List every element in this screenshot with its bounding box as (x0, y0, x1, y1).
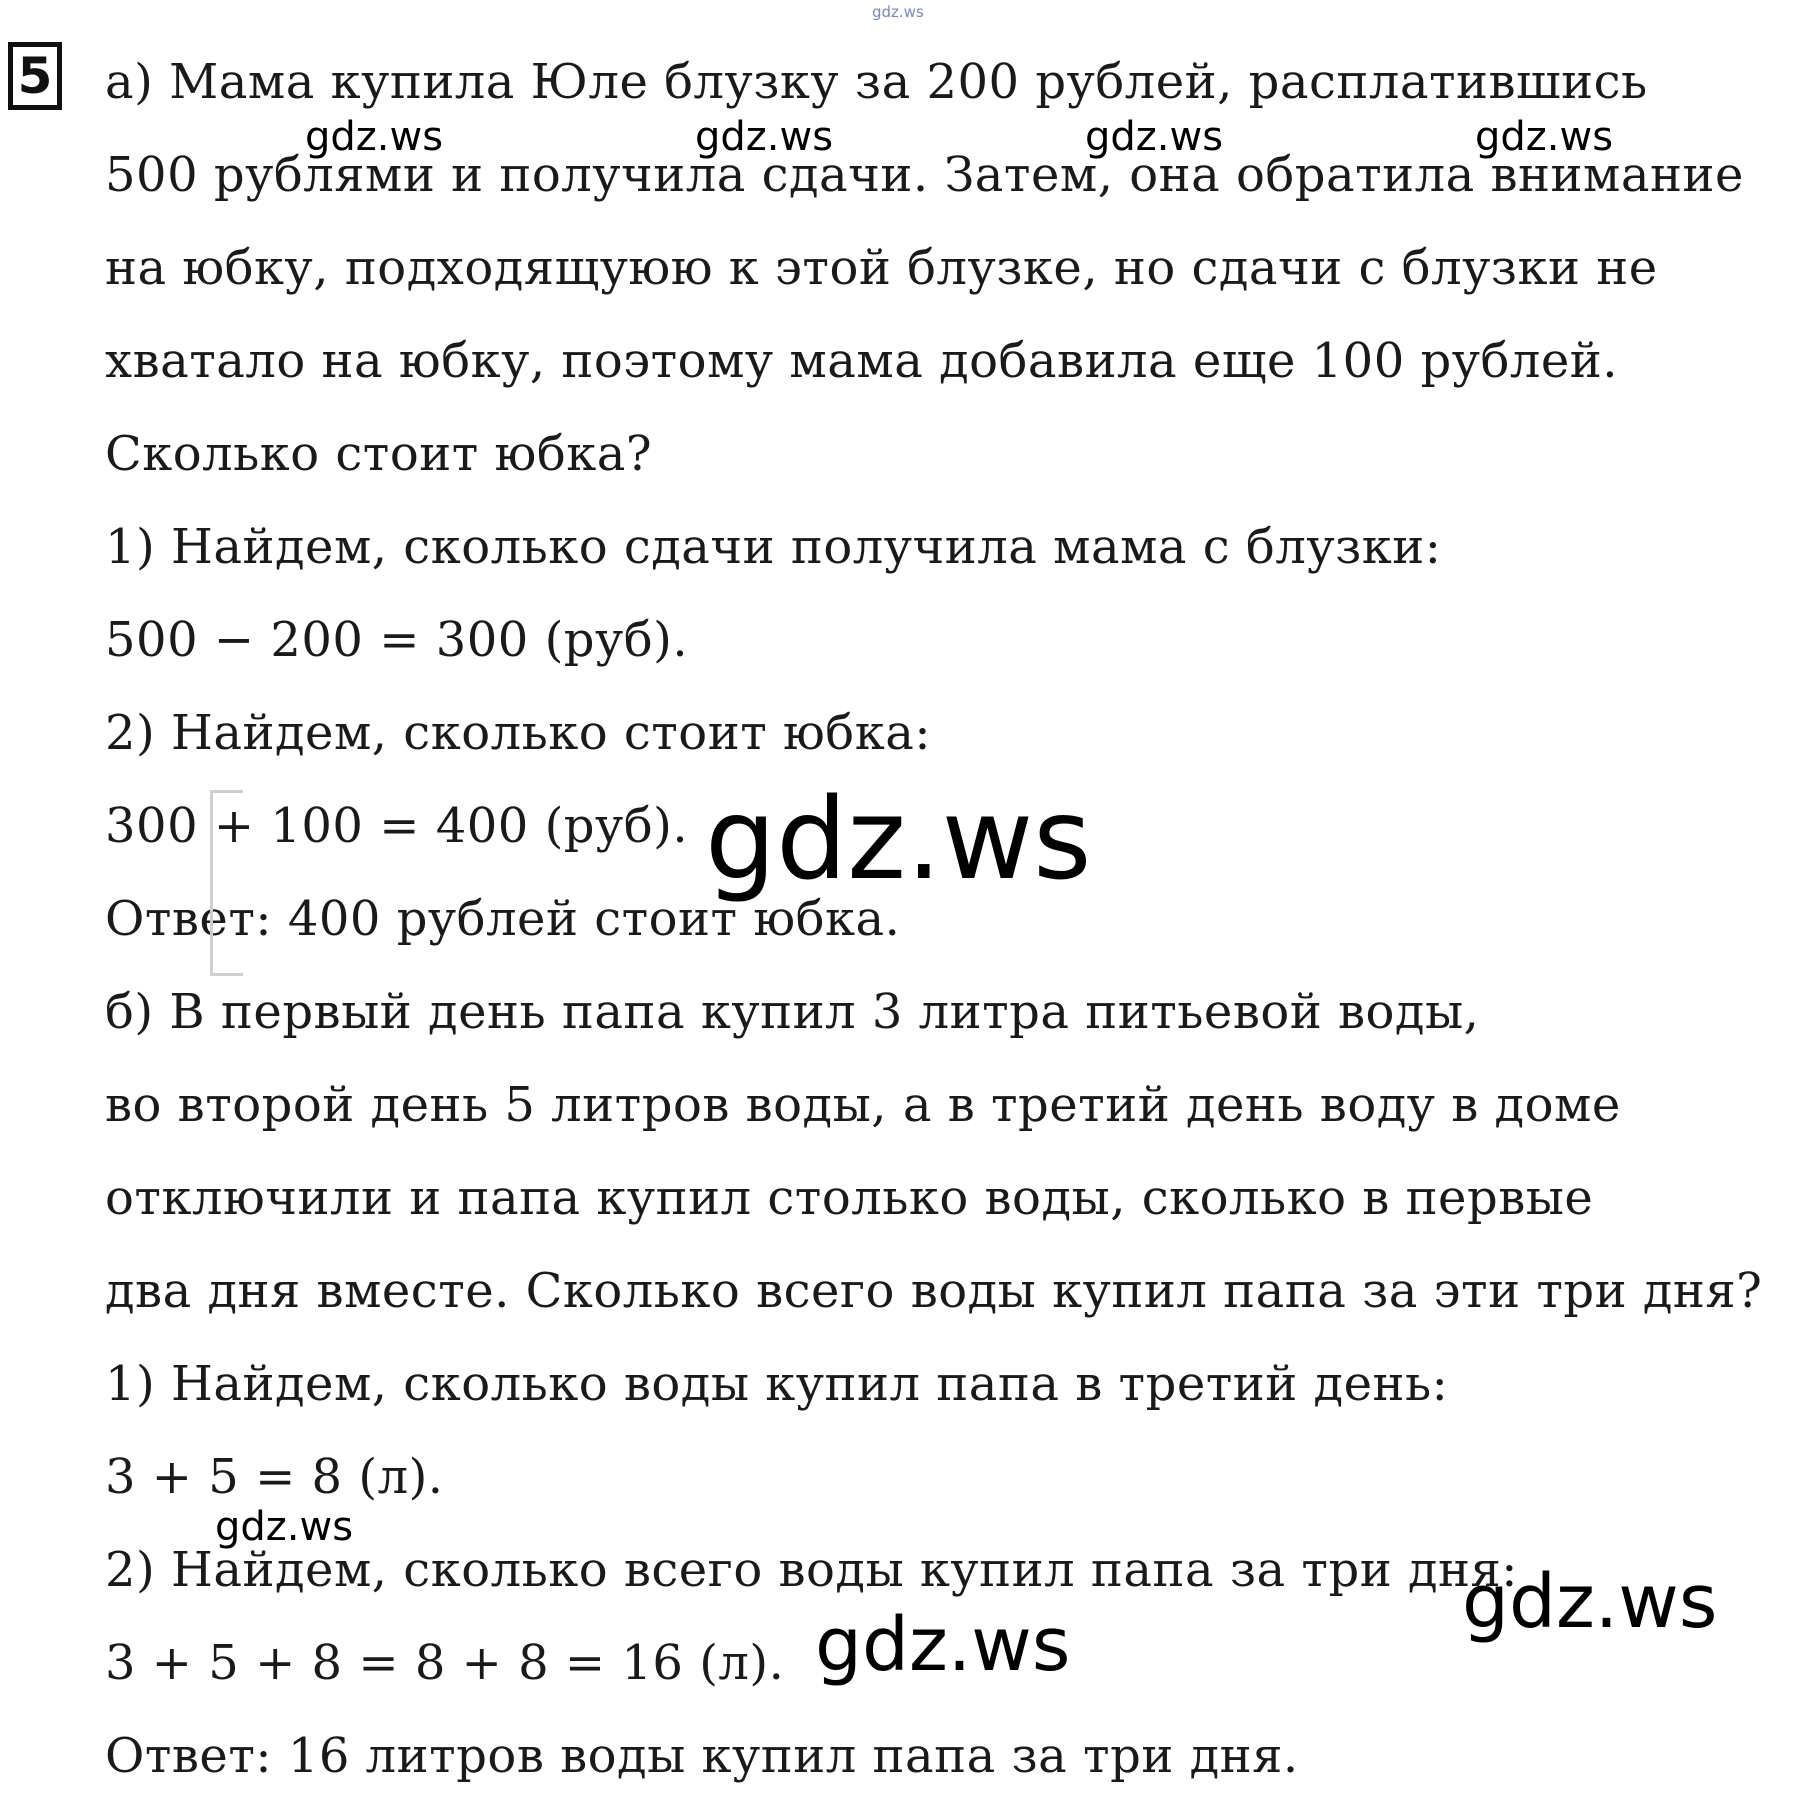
text-line-18: 3 + 5 + 8 = 8 + 8 = 16 (л). (105, 1635, 785, 1691)
text-line-17: 2) Найдем, сколько всего воды купил папа за три дня: (105, 1542, 1518, 1598)
watermark-row-1-a: gdz.ws (305, 114, 444, 160)
text-line-2: 500 рублями и получила сдачи. Затем, она обратила внимание (105, 147, 1744, 203)
text-line-12: во второй день 5 литров воды, а в третий день воду в доме (105, 1077, 1621, 1133)
watermark-row-1-d: gdz.ws (1475, 114, 1614, 160)
watermark-lower-small: gdz.ws (215, 1504, 354, 1550)
watermark-bottom-middle: gdz.ws (815, 1602, 1071, 1688)
text-line-13: отключили и папа купил столько воды, сколько в первые (105, 1170, 1594, 1226)
text-line-14: два дня вместе. Сколько всего воды купил папа за эти три дня? (105, 1263, 1763, 1319)
watermark-row-1-c: gdz.ws (1085, 114, 1224, 160)
text-line-5: Сколько стоит юбка? (105, 426, 653, 482)
ghost-letter-mark (210, 790, 243, 976)
watermark-center-big: gdz.ws (705, 775, 1092, 905)
text-line-11: б) В первый день папа купил 3 литра питьевой воды, (105, 984, 1480, 1040)
text-line-1: а) Мама купила Юле блузку за 200 рублей, расплатившись (105, 54, 1648, 110)
task-number-box: 5 (8, 42, 62, 110)
text-line-8: 2) Найдем, сколько стоит юбка: (105, 705, 931, 761)
text-line-4: хватало на юбку, поэтому мама добавила еще 100 рублей. (105, 333, 1619, 389)
watermark-row-1-b: gdz.ws (695, 114, 834, 160)
text-line-7: 500 − 200 = 300 (руб). (105, 612, 689, 668)
watermark-bottom-right: gdz.ws (1462, 1559, 1718, 1645)
text-line-10: Ответ: 400 рублей стоит юбка. (105, 891, 901, 947)
text-line-15: 1) Найдем, сколько воды купил папа в третий день: (105, 1356, 1449, 1412)
text-line-19: Ответ: 16 литров воды купил папа за три дня. (105, 1728, 1299, 1784)
text-line-9: 300 + 100 = 400 (руб). (105, 798, 689, 854)
watermark-top-tiny: gdz.ws (872, 3, 924, 21)
text-line-6: 1) Найдем, сколько сдачи получила мама с блузки: (105, 519, 1442, 575)
text-line-3: на юбку, подходящуюю к этой блузке, но сдачи с блузки не (105, 240, 1658, 296)
text-line-16: 3 + 5 = 8 (л). (105, 1449, 444, 1505)
